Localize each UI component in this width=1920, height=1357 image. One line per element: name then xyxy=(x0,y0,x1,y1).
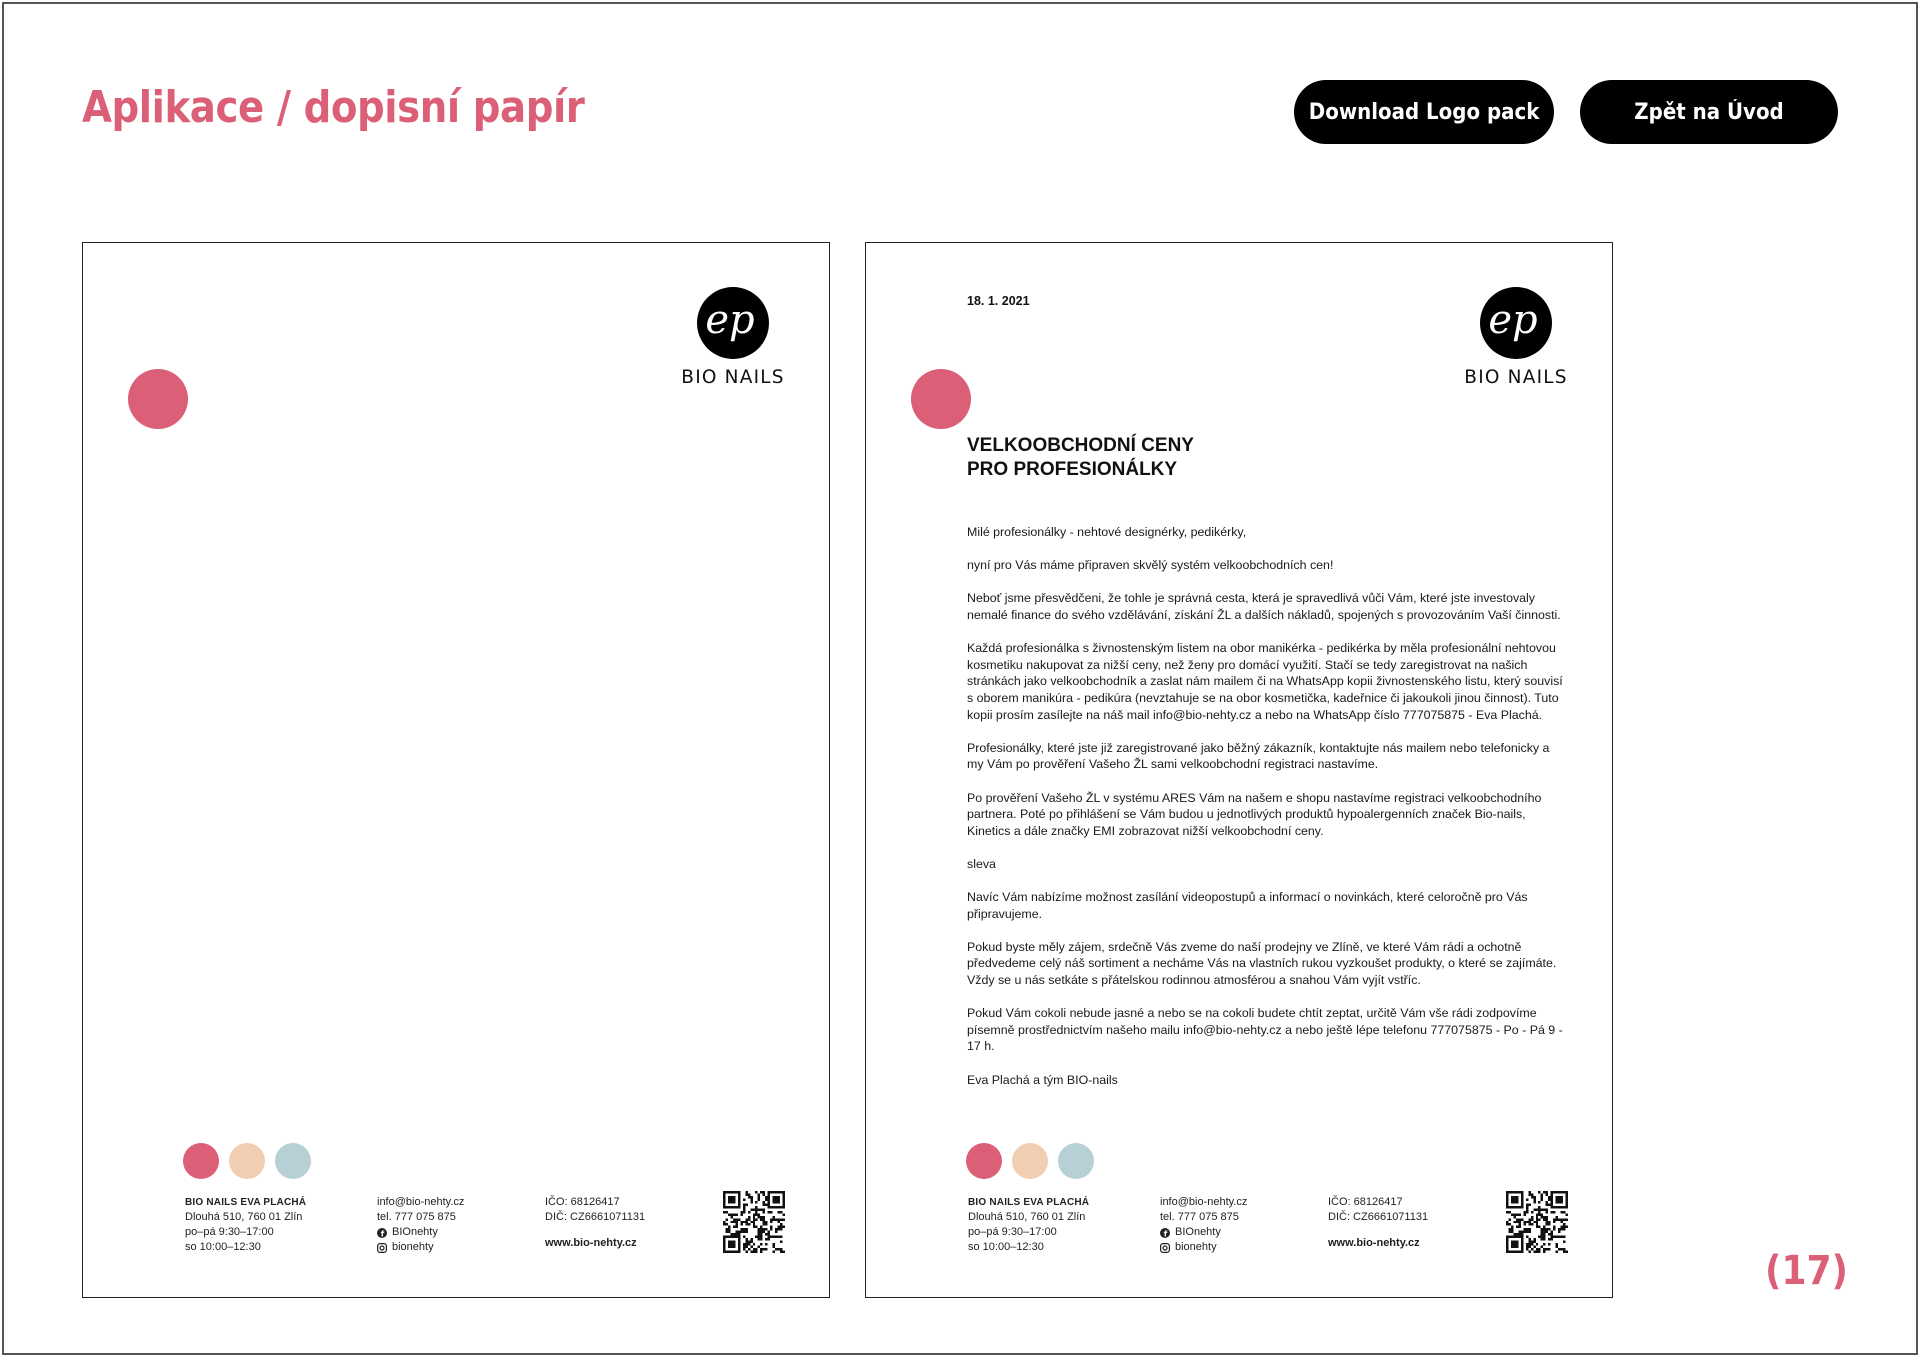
swatch-pink xyxy=(183,1143,219,1179)
footer-legal xyxy=(545,1195,645,1251)
letter-paragraph: Milé profesionálky - nehtové designérky, pedikérky, xyxy=(967,525,1247,539)
accent-dot xyxy=(911,369,971,429)
footer-hours-saturday: so 10:00–12:30 xyxy=(185,1241,261,1253)
footer-contact xyxy=(1160,1195,1247,1255)
letter-signature: Eva Plachá a tým BIO-nails xyxy=(967,1072,1118,1087)
swatch-blue xyxy=(1058,1143,1094,1179)
footer-contact xyxy=(377,1195,464,1255)
bio-nails-logo xyxy=(677,287,789,388)
footer-address xyxy=(185,1195,306,1255)
color-swatches xyxy=(966,1143,1094,1179)
page-number: (17) xyxy=(1765,1248,1849,1294)
footer-dic: DIČ: CZ6661071131 xyxy=(545,1211,646,1223)
logo-monogram: ep xyxy=(705,297,755,343)
footer-hours-saturday: so 10:00–12:30 xyxy=(968,1241,1044,1253)
letter-headline xyxy=(967,434,1194,482)
footer-ico: IČO: 68126417 xyxy=(545,1196,620,1208)
logo-monogram: ep xyxy=(1488,297,1538,343)
letter-body xyxy=(967,524,1567,1105)
footer-email: info@bio-nehty.cz xyxy=(1160,1196,1248,1208)
footer-website: www.bio-nehty.cz xyxy=(545,1237,637,1249)
download-logo-pack-label: Download Logo pack xyxy=(1308,99,1540,125)
letter-paragraph: Každá profesionálka s živnostenským listem na obor manikérka - pedikérka by měla profesionální nehtovou kosmetiku nakupovat za nižší ceny, než ženy pro domácí využití. Stačí se tedy zaregistrovat na našich stránkách jako velkoobchodník a zaslat nám mailem či na WhatsApp kopii živnostenského listu, který souvisí s oborem manikúra - pedikúra (nevztahuje se na obor kosmetička, kadeřnice či jakoukoli jinou činnost). Tuto kopii prosím zasílejte na náš mail info@bio-nehty.cz a nebo na WhatsApp číslo 777075875 - Eva Plachá. xyxy=(967,641,1563,722)
letter-paragraph: Neboť jsme přesvědčeni, že tohle je správná cesta, která je spravedlivá vůči Vám, které jste investovaly nemalé finance do svého vzdělávání, získání ŽL a dalších nákladů, spojených s provozováním Vaší činnosti. xyxy=(967,591,1561,622)
swatch-pink xyxy=(966,1143,1002,1179)
footer-street: Dlouhá 510, 760 01 Zlín xyxy=(185,1211,303,1223)
logo-wordmark: BIO NAILS xyxy=(1464,367,1568,388)
footer-ico: IČO: 68126417 xyxy=(1328,1196,1403,1208)
download-logo-pack-button[interactable] xyxy=(1294,80,1554,144)
facebook-icon xyxy=(1160,1228,1170,1238)
ep-monogram-icon xyxy=(1480,287,1552,359)
headline-line-2: PRO PROFESIONÁLKY xyxy=(967,459,1178,480)
footer-website: www.bio-nehty.cz xyxy=(1328,1237,1420,1249)
footer-hours-weekday: po–pá 9:30–17:00 xyxy=(968,1226,1057,1238)
letter-paragraph: Pokud byste měly zájem, srdečně Vás zveme do naší prodejny ve Zlíně, ve které Vám rádi a ochotně předvedeme celý náš sortiment a necháme Vás na vlastních rukou vyzkoušet produkty, o které se zajímáte. Vždy se u nás setkáte s přátelskou rodinnou atmosférou a snahou Vám vyjít vstříc. xyxy=(967,939,1557,988)
footer-hours-weekday: po–pá 9:30–17:00 xyxy=(185,1226,274,1238)
svg-text:f: f xyxy=(380,1229,385,1238)
footer-dic: DIČ: CZ6661071131 xyxy=(1328,1211,1429,1223)
back-to-intro-label: Zpět na Úvod xyxy=(1634,99,1784,125)
bio-nails-logo xyxy=(1460,287,1572,388)
swatch-peach xyxy=(229,1143,265,1179)
letter-paragraph: nyní pro Vás máme připraven skvělý systém velkoobchodních cen! xyxy=(967,558,1334,573)
swatch-peach xyxy=(1012,1143,1048,1179)
headline-line-1: VELKOOBCHODNÍ CENY xyxy=(967,435,1194,456)
instagram-icon xyxy=(377,1243,387,1253)
letter-date: 18. 1. 2021 xyxy=(967,294,1030,308)
qr-code-icon xyxy=(723,1191,785,1253)
page-title: Aplikace / dopisní papír xyxy=(82,82,585,133)
footer-facebook: BIOnehty xyxy=(1175,1226,1221,1238)
footer-instagram: bionehty xyxy=(1175,1241,1217,1253)
footer-company: BIO NAILS EVA PLACHÁ xyxy=(968,1197,1090,1208)
footer-phone: tel. 777 075 875 xyxy=(377,1211,456,1223)
letterhead-blank xyxy=(82,242,830,1298)
back-to-intro-button[interactable] xyxy=(1580,80,1838,144)
qr-code-icon xyxy=(1506,1191,1568,1253)
instagram-icon xyxy=(1160,1243,1170,1253)
accent-dot xyxy=(128,369,188,429)
footer-company: BIO NAILS EVA PLACHÁ xyxy=(185,1197,307,1208)
color-swatches xyxy=(183,1143,311,1179)
letterhead-filled xyxy=(865,242,1613,1298)
facebook-icon xyxy=(377,1228,387,1238)
footer-address xyxy=(968,1195,1089,1255)
footer-phone: tel. 777 075 875 xyxy=(1160,1211,1239,1223)
footer-instagram: bionehty xyxy=(392,1241,434,1253)
letter-paragraph: Po prověření Vašeho ŽL v systému ARES Vám na našem e shopu nastavíme registraci velkoobchodního partnera. Poté po přihlášení se Vám budou u jednotlivých produktů hypoalergenních značek Bio-nails, Kinetics a dále značky EMI zobrazovat nižší velkoobchodní ceny. xyxy=(967,790,1542,838)
logo-wordmark: BIO NAILS xyxy=(681,367,785,388)
footer-facebook: BIOnehty xyxy=(392,1226,438,1238)
footer-legal xyxy=(1328,1195,1428,1251)
letter-paragraph: sleva xyxy=(967,856,996,871)
svg-text:f: f xyxy=(1163,1229,1168,1238)
letter-paragraph: Navíc Vám nabízíme možnost zasílání videopostupů a informací o novinkách, které celoročně pro Vás připravujeme. xyxy=(967,890,1528,921)
letter-paragraph: Pokud Vám cokoli nebude jasné a nebo se na cokoli budete chtít zeptat, určitě Vám vše rádi zodpovíme písemně prostřednictvím našeho mailu info@bio-nehty.cz a nebo ještě lépe telefonu 777075875 - Po - Pá 9 - 17 h. xyxy=(967,1006,1563,1054)
swatch-blue xyxy=(275,1143,311,1179)
letter-paragraph: Profesionálky, které jste již zaregistrované jako běžný zákazník, kontaktujte nás mailem nebo telefonicky a my Vám po prověření Vašeho ŽL sami velkoobchodní registraci nastavíme. xyxy=(967,740,1550,772)
footer-email: info@bio-nehty.cz xyxy=(377,1196,465,1208)
footer-street: Dlouhá 510, 760 01 Zlín xyxy=(968,1211,1086,1223)
ep-monogram-icon xyxy=(697,287,769,359)
